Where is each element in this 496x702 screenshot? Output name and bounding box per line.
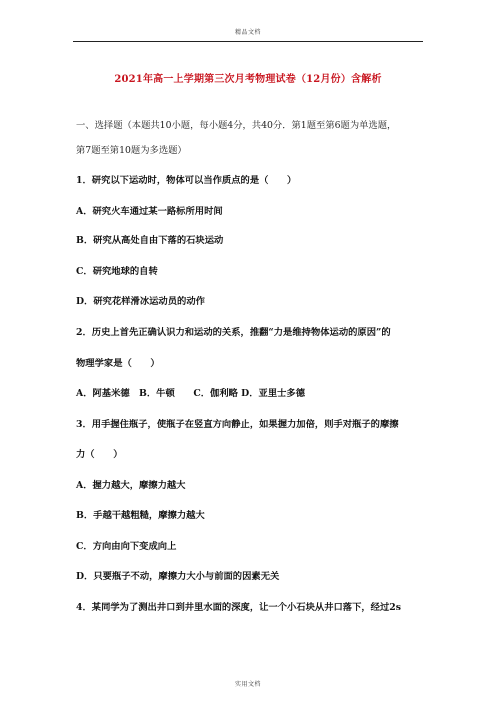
answer-option: D．只要瓶子不动，摩擦力大小与前面的因素无关 <box>76 571 280 582</box>
answer-option: C．研究地球的自转 <box>76 266 158 277</box>
document-title: 2021年高一上学期第三次月考物理试卷（12月份）含解析 <box>114 74 382 85</box>
section-intro-line: 第7题至第10题为多选题） <box>76 145 187 156</box>
question-stem: 1．研究以下运动时，物体可以当作质点的是（ ） <box>76 175 297 186</box>
question-stem: 4．某同学为了测出井口到井里水面的深度，让一个小石块从井口落下，经过2s <box>76 602 401 613</box>
question-stem: 2．历史上首先正确认识力和运动的关系，推翻“力是维持物体运动的原因”的 <box>76 327 391 338</box>
footer-text: 实用文档 <box>234 681 261 688</box>
question-stem: 3．用手握住瓶子，使瓶子在竖直方向静止，如果握力加倍，则手对瓶子的摩擦 <box>76 419 399 430</box>
answer-option: A．研究火车通过某一路标所用时间 <box>76 206 223 217</box>
question-stem: 物理学家是（ ） <box>76 358 160 369</box>
answer-option: D．研究花样滑冰运动员的动作 <box>76 296 205 307</box>
section-intro-line: 一、选择题（本题共10小题，每小题4分，共40分．第1题至第6题为单选题， <box>76 120 397 131</box>
answer-options-row: A．阿基米德 B．牛顿 C．伽利略 D．亚里士多德 <box>76 388 306 399</box>
answer-option: B．手越干越粗糙，摩擦力越大 <box>76 510 205 521</box>
header-divider <box>73 41 423 42</box>
answer-option: B．研究从高处自由下落的石块运动 <box>76 235 224 246</box>
answer-option: A．握力越大，摩擦力越大 <box>76 480 186 491</box>
header-text: 精品文档 <box>234 29 261 36</box>
answer-option: C．方向由向下变成向上 <box>76 541 177 552</box>
question-stem: 力（ ） <box>76 449 123 460</box>
